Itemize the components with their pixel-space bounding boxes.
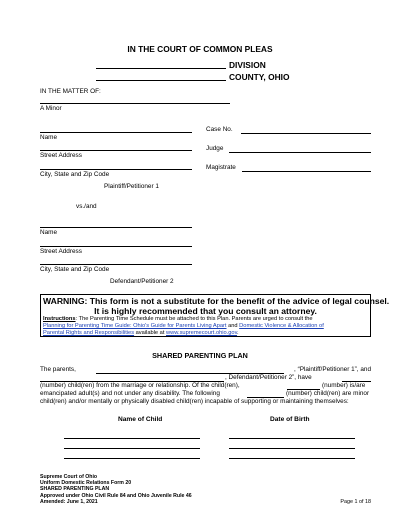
footer-line2: Uniform Domestic Relations Form 20 bbox=[40, 480, 132, 487]
plan-line2: , Defendant/Petitioner 2”, have bbox=[225, 374, 312, 381]
matter-of-label: IN THE MATTER OF: bbox=[40, 88, 101, 95]
instructions-body: : The Parenting Time Schedule must be attached to this Plan. Parents are urged to consult the bbox=[75, 316, 313, 322]
parental-rights-link[interactable]: Parental Rights and Responsibilities bbox=[43, 330, 135, 336]
name-of-child-header: Name of Child bbox=[118, 416, 163, 423]
child2-name-field[interactable] bbox=[64, 448, 200, 449]
petitioner1-street-field[interactable] bbox=[40, 150, 192, 151]
judge-field[interactable] bbox=[229, 152, 371, 153]
division-label: DIVISION bbox=[229, 60, 266, 70]
magistrate-field[interactable] bbox=[242, 171, 371, 172]
county-label: COUNTY, OHIO bbox=[229, 72, 290, 82]
child1-dob-field[interactable] bbox=[229, 438, 355, 439]
defendant2-city-field[interactable] bbox=[40, 264, 192, 265]
plan-line3-end: (number) is/are bbox=[322, 382, 366, 389]
defendant2-label: Defendant/Petitioner 2 bbox=[110, 278, 174, 285]
division-field[interactable] bbox=[96, 68, 226, 69]
petitioner1-name-label: Name bbox=[40, 134, 58, 141]
child2-dob-field[interactable] bbox=[229, 448, 355, 449]
petitioner1-name-field[interactable] bbox=[40, 132, 192, 133]
instructions-text bbox=[43, 316, 324, 337]
form-footer bbox=[40, 474, 192, 505]
available-at-text: available at bbox=[134, 330, 166, 336]
petitioner1-label: Plaintiff/Petitioner 1 bbox=[104, 183, 159, 190]
magistrate-label: Magistrate bbox=[206, 164, 236, 171]
instructions-label: Instructions bbox=[43, 316, 76, 322]
and-text: and bbox=[226, 323, 240, 329]
child1-name-field[interactable] bbox=[64, 438, 200, 439]
court-title: IN THE COURT OF COMMON PLEAS bbox=[127, 44, 273, 54]
petitioner1-street-label: Street Address bbox=[40, 152, 82, 159]
petitioner1-city-field[interactable] bbox=[40, 169, 192, 170]
defendant2-city-label: City, State and Zip Code bbox=[40, 266, 110, 273]
supreme-court-link[interactable]: www.supremecourt.ohio.gov bbox=[166, 330, 238, 336]
period-text: . bbox=[237, 330, 239, 336]
plan-line1-start: The parents, bbox=[40, 366, 76, 373]
footer-line1: Supreme Court of Ohio bbox=[40, 474, 98, 480]
warning-line2: It is highly recommended that you consult an attorney. bbox=[94, 306, 317, 316]
judge-label: Judge bbox=[206, 145, 224, 152]
page-number: Page 1 of 18 bbox=[340, 499, 371, 505]
plan-line5: child(ren) and/or mentally or physically disabled child(ren) incapable of supporting or maintaining themselves: bbox=[40, 398, 349, 405]
defendant2-name-field[interactable] bbox=[40, 227, 192, 228]
footer-line5: Amended: June 1, 2021 bbox=[40, 498, 98, 505]
plan-line3: (number) child(ren) from the marriage or relationship. Of the child(ren), bbox=[40, 382, 240, 389]
a-minor-label: A Minor bbox=[40, 105, 62, 112]
footer-line4: Approved under Ohio Civil Rule 84 and Ohio Juvenile Rule 46 bbox=[40, 492, 192, 499]
plan-line4-end: (number) child(ren) are minor bbox=[286, 390, 370, 397]
warning-line1: WARNING: This form is not a substitute for the benefit of the advice of legal counsel. bbox=[43, 296, 390, 306]
footer-line3: SHARED PARENTING PLAN bbox=[40, 486, 110, 493]
case-no-label: Case No. bbox=[206, 126, 233, 133]
defendant2-street-label: Street Address bbox=[40, 248, 82, 255]
defendant2-name-label: Name bbox=[40, 229, 58, 236]
minor-name-field[interactable] bbox=[40, 103, 230, 104]
plan-line4: emancipated adult(s) and not under any disability. The following bbox=[40, 390, 220, 397]
child3-dob-field[interactable] bbox=[229, 458, 355, 459]
parenting-guide-link[interactable]: Planning for Parenting Time Guide: Ohio's Guide for Parents Living Apart bbox=[43, 323, 227, 329]
county-field[interactable] bbox=[96, 80, 226, 81]
warning-box bbox=[40, 294, 390, 337]
child3-name-field[interactable] bbox=[64, 458, 200, 459]
domestic-violence-link[interactable]: Domestic Violence & Allocation of bbox=[239, 323, 324, 329]
plan-title: SHARED PARENTING PLAN bbox=[152, 351, 248, 360]
petitioner1-city-label: City, State and Zip Code bbox=[40, 171, 110, 178]
plan-line1-end: , “Plaintiff/Petitioner 1”, and bbox=[294, 366, 371, 373]
case-no-field[interactable] bbox=[241, 133, 371, 134]
date-of-birth-header: Date of Birth bbox=[270, 416, 310, 423]
vs-label: vs./and bbox=[76, 203, 97, 210]
defendant2-street-field[interactable] bbox=[40, 246, 192, 247]
